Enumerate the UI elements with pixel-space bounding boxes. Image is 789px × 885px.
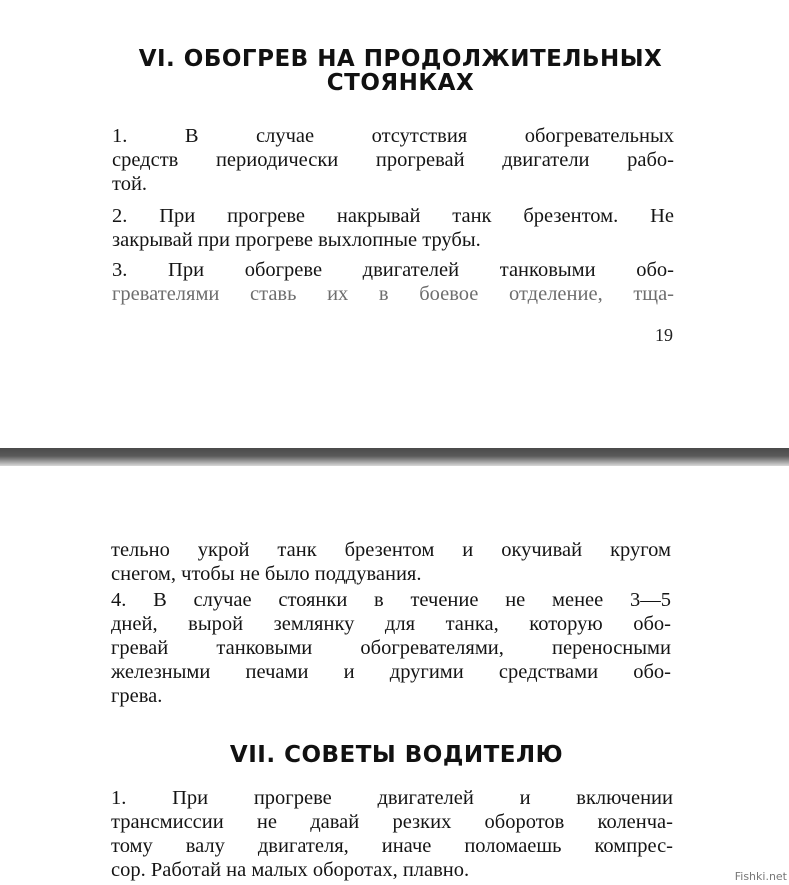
page-divider: [0, 448, 789, 466]
paragraph-continued: [111, 538, 671, 586]
paragraph-2: [112, 204, 674, 252]
book-page-bottom: [0, 466, 789, 885]
text-line: закрывай при прогреве выхлопные трубы.: [112, 229, 481, 251]
watermark: Fishki.net: [734, 870, 787, 883]
text-line: 2. При прогреве накрывай танк брезентом. Не: [112, 205, 674, 227]
text-line: тельно укрой танк брезентом и окучивай кругом: [111, 539, 671, 561]
text-line: трансмиссии не давай резких оборотов коленча-: [111, 811, 673, 833]
text-line: дней, вырой землянку для танка, которую обо-: [111, 613, 671, 635]
paragraph-4: [111, 588, 671, 708]
text-line: снегом, чтобы не было поддувания.: [111, 563, 422, 585]
text-line: той.: [112, 173, 148, 195]
section-heading-vii: VII. СОВЕТЫ ВОДИТЕЛЮ: [229, 742, 564, 768]
text-line: гревай танковыми обогревателями, переносными: [111, 637, 671, 659]
section-heading-vi: [0, 44, 789, 96]
heading-line: СТОЯНКАХ: [326, 70, 475, 96]
paragraph-3: [112, 258, 674, 306]
text-line: средств периодически прогревай двигатели рабо-: [112, 149, 674, 171]
heading-line: VI. ОБОГРЕВ НА ПРОДОЛЖИТЕЛЬНЫХ: [138, 46, 663, 72]
text-line: 1. В случае отсутствия обогревательных: [112, 125, 674, 147]
text-line: 3. При обогреве двигателей танковыми обо-: [112, 259, 674, 281]
text-line: сор. Работай на малых оборотах, плавно.: [111, 859, 470, 881]
text-line: железными печами и другими средствами обо-: [111, 661, 671, 683]
paragraph-advice-1: [111, 786, 673, 882]
text-line: тому валу двигателя, иначе поломаешь компрес-: [111, 835, 673, 857]
paragraph-1: [112, 124, 674, 196]
text-line: 4. В случае стоянки в течение не менее 3—5: [111, 589, 671, 611]
text-line: 1. При прогреве двигателей и включении: [111, 787, 673, 809]
page-number: 19: [655, 325, 673, 345]
text-line: гревателями ставь их в боевое отделение, тща-: [112, 283, 674, 305]
text-line: грева.: [111, 685, 163, 707]
